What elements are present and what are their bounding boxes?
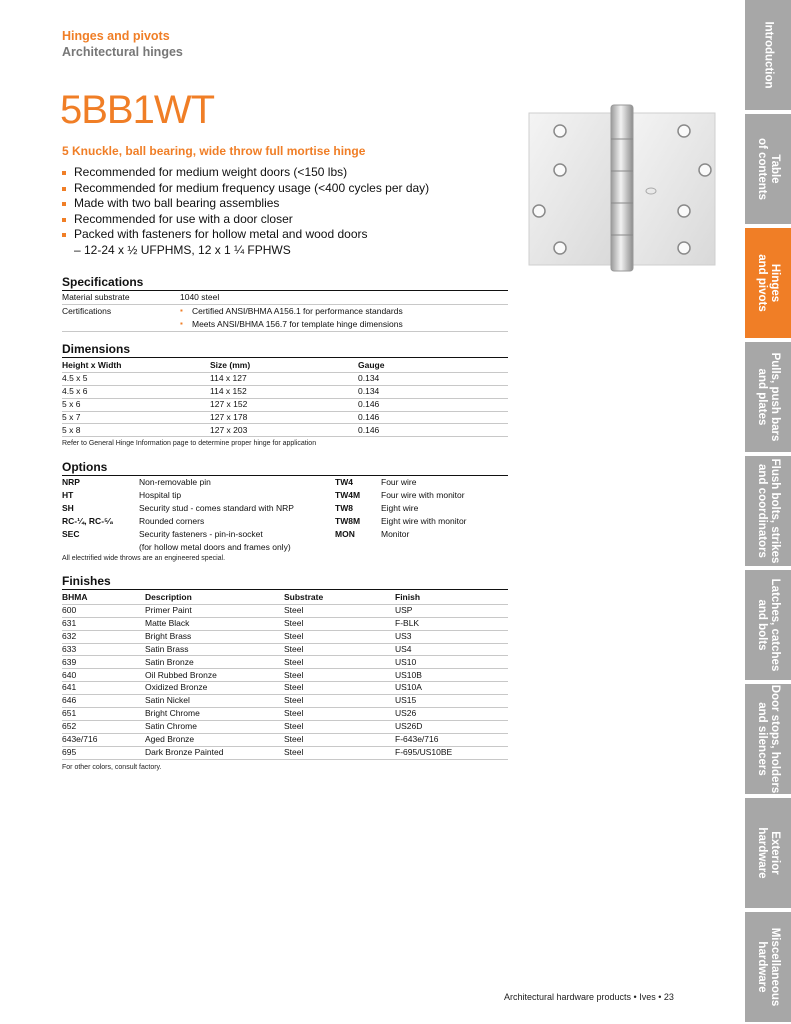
finishes-row-cell: 646 <box>62 695 77 706</box>
dimensions-header-row-cell: Height x Width <box>62 360 122 370</box>
section-tab-label: Table of contents <box>756 138 781 200</box>
option-code: TW8M <box>335 516 361 526</box>
option-code: HT <box>62 490 74 500</box>
section-tab[interactable] <box>745 114 791 224</box>
dimensions-row-cell: 4.5 x 5 <box>62 373 88 383</box>
finishes-row-cell: Steel <box>284 643 304 654</box>
spec-label: Material substrate <box>62 292 130 302</box>
finishes-row-cell: US10B <box>395 669 422 680</box>
dimensions-row-cell: 5 x 7 <box>62 411 81 422</box>
dimensions-row-cell: 4.5 x 6 <box>62 385 88 396</box>
section-tab-label: Pulls, push bars and plates <box>756 352 781 442</box>
option-description: Security fasteners - pin-in-socket <box>139 529 263 539</box>
dimensions-heading: Dimensions <box>62 342 508 358</box>
finishes-row <box>62 630 508 644</box>
finishes-row <box>62 643 508 657</box>
option-description: Rounded corners <box>139 516 205 526</box>
finishes-row <box>62 604 508 618</box>
finishes-row-cell: 643e/716 <box>62 734 98 744</box>
product-title: 5BB1WT <box>60 88 215 132</box>
page-footer: Architectural hardware products • Ives • 23 <box>504 992 674 1002</box>
dimensions-row-cell: 5 x 6 <box>62 398 81 409</box>
option-row <box>62 490 508 503</box>
finishes-row-cell: 600 <box>62 605 77 615</box>
finishes-row <box>62 669 508 683</box>
finishes-row-cell: Bright Chrome <box>145 708 200 719</box>
section-tab[interactable] <box>745 0 791 110</box>
finishes-row-cell: US10A <box>395 682 422 693</box>
spec-value: 1040 steel <box>180 292 220 302</box>
dimensions-row-cell: 114 x 152 <box>210 385 247 396</box>
category-title: Hinges and pivots <box>62 29 170 43</box>
feature-item: Packed with fasteners for hollow metal and wood doors <box>62 227 512 243</box>
section-tab[interactable] <box>745 798 791 908</box>
option-description: Security stud - comes standard with NRP <box>139 503 294 513</box>
finishes-row-cell: US10 <box>395 656 417 667</box>
finishes-header-row <box>62 591 508 605</box>
section-tab-label: Door stops, holders and silencers <box>756 684 781 794</box>
feature-item: Recommended for medium weight doors (<150 lbs) <box>62 165 512 181</box>
feature-subitem: – 12-24 x ½ UFPHMS, 12 x 1 ¼ FPHWS <box>74 242 291 257</box>
dimensions-header-row <box>62 359 508 373</box>
finishes-row-cell: US26 <box>395 708 417 719</box>
feature-item: Recommended for use with a door closer <box>62 212 512 228</box>
finishes-header-row-cell: Substrate <box>284 592 324 602</box>
section-tab[interactable] <box>745 684 791 794</box>
finishes-row-cell: 652 <box>62 721 77 732</box>
subcategory-title: Architectural hinges <box>62 45 183 59</box>
cert-item: ▪ Certified ANSI/BHMA A156.1 for performance standards <box>192 306 403 316</box>
feature-item: Recommended for medium frequency usage (<400 cycles per day) <box>62 181 512 197</box>
options-note: All electrified wide throws are an engineered special. <box>62 555 226 562</box>
product-subtitle: 5 Knuckle, ball bearing, wide throw full mortise hinge <box>62 144 366 158</box>
finishes-row-cell: Steel <box>284 669 304 680</box>
dimensions-row-cell: 0.146 <box>358 411 380 422</box>
finishes-row-cell: Satin Brass <box>145 643 189 654</box>
finishes-row <box>62 694 508 708</box>
option-code: TW4M <box>335 490 361 500</box>
dimensions-row-cell: 114 x 127 <box>210 373 247 383</box>
finishes-row-cell: Steel <box>284 695 304 706</box>
finishes-header-row-cell: BHMA <box>62 592 88 602</box>
option-description: Four wire with monitor <box>381 490 465 500</box>
finishes-row-cell: Steel <box>284 746 304 757</box>
finishes-row-cell: US3 <box>395 630 412 641</box>
dimensions-row-cell: 0.146 <box>358 424 380 435</box>
finishes-row <box>62 681 508 695</box>
specifications-heading: Specifications <box>62 275 508 291</box>
hinge-image <box>527 103 717 273</box>
finishes-row-cell: Steel <box>284 734 304 744</box>
finishes-row-cell: 651 <box>62 708 77 719</box>
finishes-row-cell: Dark Bronze Painted <box>145 746 224 757</box>
finishes-row-cell: 695 <box>62 746 77 757</box>
dimensions-row-cell: 0.134 <box>358 373 380 383</box>
finishes-row-cell: F-643e/716 <box>395 734 439 744</box>
section-tab-label: Miscellaneous hardware <box>756 927 781 1007</box>
finishes-row-cell: US4 <box>395 643 412 654</box>
option-description: Eight wire with monitor <box>381 516 467 526</box>
section-tab-label: Latches, catches and bolts <box>756 578 781 672</box>
option-row <box>62 542 508 555</box>
spec-row <box>62 305 508 332</box>
finishes-row-cell: Steel <box>284 682 304 693</box>
option-description: Four wire <box>381 477 417 487</box>
finishes-row-cell: 632 <box>62 630 77 641</box>
dimensions-row <box>62 424 508 438</box>
option-description: (for hollow metal doors and frames only) <box>139 542 291 552</box>
finishes-row-cell: Steel <box>284 630 304 641</box>
feature-item: Made with two ball bearing assemblies <box>62 196 512 212</box>
finishes-row <box>62 617 508 631</box>
finishes-header-row-cell: Description <box>145 592 192 602</box>
option-code: MON <box>335 529 355 539</box>
finishes-row <box>62 746 508 760</box>
finishes-row-cell: Steel <box>284 617 304 628</box>
section-tab-label: Exterior hardware <box>756 827 781 879</box>
finishes-row-cell: Bright Brass <box>145 630 192 641</box>
finishes-row-cell: Steel <box>284 708 304 719</box>
section-tab[interactable] <box>745 570 791 680</box>
dimensions-row-cell: 0.146 <box>358 398 380 409</box>
finishes-row-cell: 633 <box>62 643 77 654</box>
section-tab[interactable] <box>745 456 791 566</box>
section-tab-label: Introduction <box>762 21 775 89</box>
option-description: Monitor <box>381 529 410 539</box>
options-heading: Options <box>62 460 508 476</box>
finishes-row-cell: Steel <box>284 721 304 732</box>
dimensions-row-cell: 127 x 203 <box>210 424 248 435</box>
finishes-note: For other colors, consult factory. <box>62 764 162 771</box>
dimensions-note: Refer to General Hinge Information page to determine proper hinge for application <box>62 440 317 447</box>
finishes-row-cell: 641 <box>62 682 77 693</box>
dimensions-row-cell: 127 x 178 <box>210 411 248 422</box>
option-code: TW8 <box>335 503 353 513</box>
option-description: Eight wire <box>381 503 419 513</box>
dimensions-row-cell: 5 x 8 <box>62 424 81 435</box>
option-code: NRP <box>62 477 80 487</box>
finishes-row <box>62 720 508 734</box>
finishes-row <box>62 733 508 747</box>
dimensions-header-row-cell: Gauge <box>358 360 385 370</box>
option-description: Non-removable pin <box>139 477 211 487</box>
finishes-row-cell: Steel <box>284 605 304 615</box>
option-code: SH <box>62 503 74 513</box>
section-tab[interactable] <box>745 228 791 338</box>
section-tab[interactable] <box>745 912 791 1022</box>
dimensions-row <box>62 385 508 399</box>
section-tab[interactable] <box>745 342 791 452</box>
finishes-row-cell: F-BLK <box>395 617 420 628</box>
finishes-row-cell: Satin Nickel <box>145 695 190 706</box>
dimensions-row <box>62 411 508 425</box>
finishes-row <box>62 707 508 721</box>
dimensions-header-row-cell: Size (mm) <box>210 360 251 370</box>
spec-row <box>62 291 508 305</box>
option-code: TW4 <box>335 477 353 487</box>
option-row <box>62 477 508 490</box>
finishes-row-cell: 640 <box>62 669 77 680</box>
finishes-row-cell: US15 <box>395 695 417 706</box>
option-description: Hospital tip <box>139 490 182 500</box>
option-code: RC-¼, RC-⁵⁄₈ <box>62 516 114 526</box>
dimensions-row-cell: 0.134 <box>358 385 380 396</box>
finishes-row-cell: Steel <box>284 656 304 667</box>
finishes-heading: Finishes <box>62 574 508 590</box>
finishes-row-cell: Matte Black <box>145 617 190 628</box>
finishes-row-cell: Satin Bronze <box>145 656 194 667</box>
cert-item: ▪ Meets ANSI/BHMA 156.7 for template hinge dimensions <box>192 319 403 329</box>
option-row <box>62 503 508 516</box>
finishes-row-cell: F-695/US10BE <box>395 746 453 757</box>
finishes-row-cell: USP <box>395 605 413 615</box>
finishes-row <box>62 656 508 670</box>
finishes-header-row-cell: Finish <box>395 592 421 602</box>
finishes-row-cell: US26D <box>395 721 423 732</box>
feature-list <box>62 165 512 259</box>
option-row <box>62 516 508 529</box>
finishes-row-cell: Primer Paint <box>145 605 192 615</box>
dimensions-row <box>62 398 508 412</box>
finishes-row-cell: Satin Chrome <box>145 721 197 732</box>
section-tab-label: Flush bolts, strikes and coordinators <box>756 458 781 564</box>
finishes-row-cell: 639 <box>62 656 77 667</box>
finishes-row-cell: Oil Rubbed Bronze <box>145 669 217 680</box>
finishes-row-cell: Aged Bronze <box>145 734 195 744</box>
spec-label: Certifications <box>62 306 112 316</box>
option-code: SEC <box>62 529 80 539</box>
finishes-row-cell: Oxidized Bronze <box>145 682 208 693</box>
dimensions-row <box>62 372 508 386</box>
dimensions-row-cell: 127 x 152 <box>210 398 248 409</box>
finishes-row-cell: 631 <box>62 617 77 628</box>
section-tab-label: Hinges and pivots <box>756 254 781 312</box>
option-row <box>62 529 508 542</box>
